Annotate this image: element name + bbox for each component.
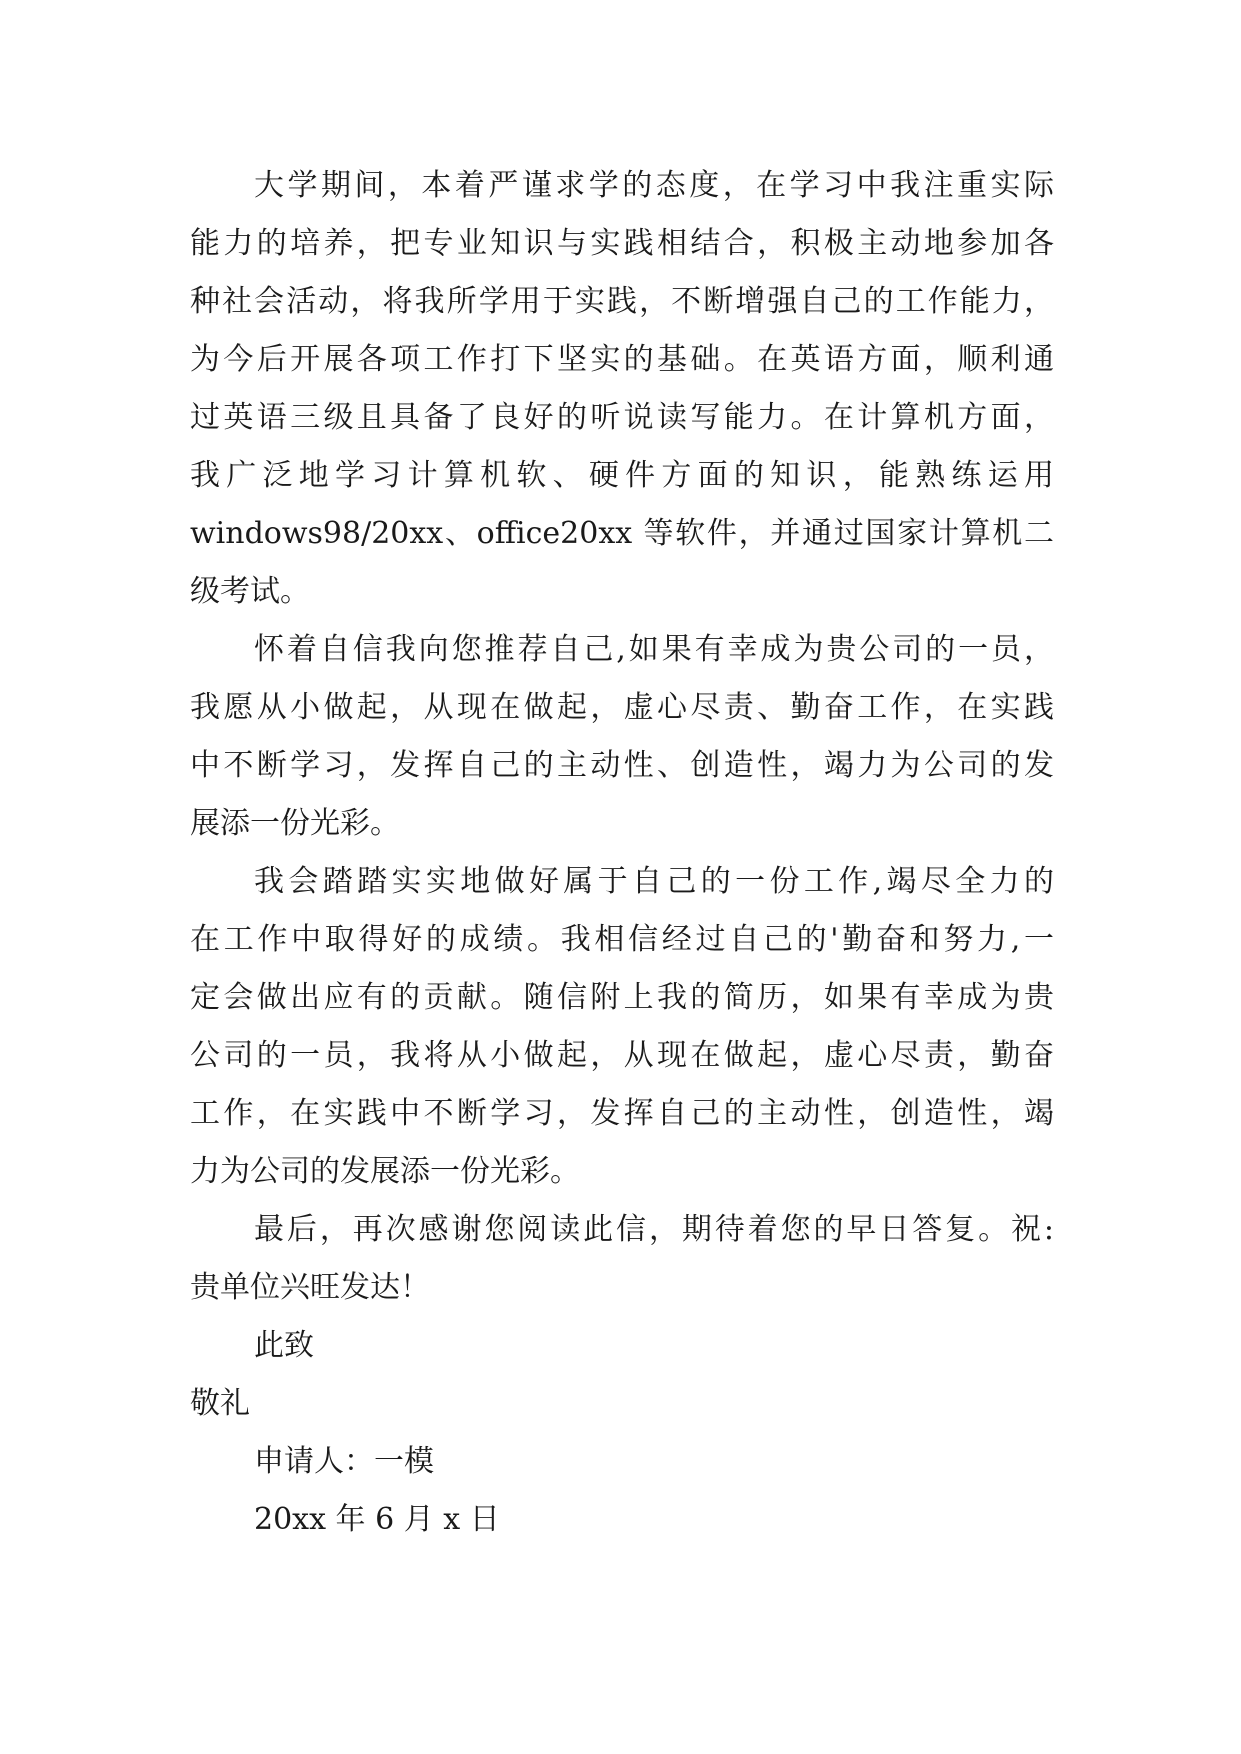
text-line: 公司的一员，我将从小做起，从现在做起，虚心尽责，勤奋 [190,1038,1054,1073]
text-line: 最后，再次感谢您阅读此信，期待着您的早日答复。祝: [254,1212,1054,1247]
paragraph-recommendation [190,621,1054,853]
text-line: 我广泛地学习计算机软、硬件方面的知识，能熟练运用 [190,458,1054,493]
text-line: 过英语三级且具备了良好的听说读写能力。在计算机方面， [190,400,1054,435]
text-line: 在工作中取得好的成绩。我相信经过自己的'勤奋和努力,一 [190,922,1054,957]
paragraph-commitment [190,853,1054,1201]
text-line: 我愿从小做起，从现在做起，虚心尽责、勤奋工作，在实践 [190,690,1054,725]
text-line: windows98/20xx、office20xx 等软件，并通过国家计算机二 [190,516,1054,551]
paragraph-thanks [190,1201,1054,1317]
text-line: 怀着自信我向您推荐自己,如果有幸成为贵公司的一员， [254,632,1054,667]
text-line: 为今后开展各项工作打下坚实的基础。在英语方面，顺利通 [190,342,1054,377]
text-line: 我会踏踏实实地做好属于自己的一份工作,竭尽全力的 [254,864,1054,899]
letter-date: 20xx 年 6 月 x 日 [254,1502,500,1537]
text-line: 能力的培养，把专业知识与实践相结合，积极主动地参加各 [190,226,1054,261]
letter-body [190,157,1054,1549]
text-line: 力为公司的发展添一份光彩。 [190,1154,580,1189]
applicant-signature: 申请人：一模 [254,1444,434,1479]
text-line: 定会做出应有的贡献。随信附上我的简历，如果有幸成为贵 [190,980,1054,1015]
closing-regards: 敬礼 [190,1386,250,1421]
closing-salutation: 此致 [254,1328,314,1363]
text-line: 贵单位兴旺发达！ [190,1270,430,1305]
text-line: 展添一份光彩。 [190,806,400,841]
text-line: 种社会活动，将我所学用于实践，不断增强自己的工作能力， [190,284,1054,319]
text-line: 工作，在实践中不断学习，发挥自己的主动性，创造性，竭 [190,1096,1054,1131]
text-line: 级考试。 [190,574,310,609]
text-line: 大学期间，本着严谨求学的态度，在学习中我注重实际 [254,168,1054,203]
paragraph-education [190,157,1054,621]
text-line: 中不断学习，发挥自己的主动性、创造性，竭力为公司的发 [190,748,1054,783]
